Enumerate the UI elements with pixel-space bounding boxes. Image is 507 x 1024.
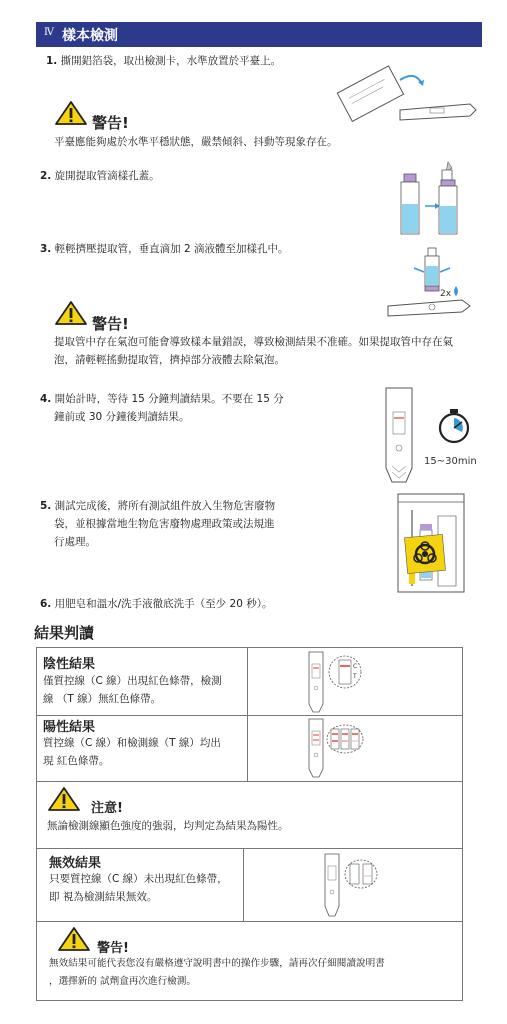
final-warning-text-line1: 無效結果可能代表您沒有嚴格遵守說明書中的操作步驟，請再次仔細閱讀說明書 (49, 958, 385, 969)
positive-result-text-line1: 質控線（C 線）和檢測線（T 線）均出 (43, 737, 221, 749)
step-3: 3. 輕輕擠壓提取管，垂直滴加 2 滴液體至加樣孔中。 (40, 243, 289, 255)
warning-text: 平臺應能夠處於水準平穩狀態，嚴禁傾斜、抖動等現象存在。 (54, 136, 338, 148)
positive-result-text-line2: 現 紅色條帶。 (43, 755, 110, 767)
section-number: Ⅳ (44, 27, 54, 38)
step-5-line2: 袋，並根據當地生物危害廢物處理政策或法規進 (54, 518, 275, 530)
final-warning-text-line2: ，選擇新的 試劑盒再次進行檢測。 (49, 976, 196, 987)
notice-text: 無論檢測線顯色強度的強弱，均判定為結果為陽性。 (47, 820, 289, 832)
final-warning-cell (36, 921, 463, 1001)
step-2: 2. 旋開提取管滴樣孔蓋。 (40, 170, 160, 182)
warning-title: 警告! (92, 315, 129, 333)
drops-label: 2x (440, 289, 452, 299)
invalid-cassette-illustration (321, 852, 401, 918)
step-6: 6. 用肥皂和溫水/洗手液徹底洗手（至少 20 秒）。 (40, 598, 273, 610)
final-warning-title: 警告! (97, 941, 129, 956)
warning-title: 警告! (92, 114, 129, 132)
positive-cassette-illustration (305, 717, 385, 779)
warning-icon (54, 300, 88, 326)
add-drops-illustration (378, 244, 478, 324)
negative-cassette-illustration (305, 650, 385, 714)
section-title: 樣本檢測 (62, 28, 118, 44)
invalid-result-title: 無效結果 (49, 856, 102, 871)
warning-icon (47, 786, 81, 812)
invalid-result-cell (36, 848, 244, 922)
invalid-result-text-line2: 即 視為檢測結果無效。 (49, 891, 158, 903)
positive-result-image-cell (247, 715, 463, 782)
control-line-label: C (353, 663, 358, 670)
negative-result-text-line1: 僅質控線（C 線）出現紅色條帶，檢測 (43, 675, 222, 687)
warning-icon (57, 926, 91, 952)
step-4-line2: 鐘前或 30 分鐘後判讀結果。 (54, 411, 190, 423)
negative-result-title: 陰性結果 (43, 657, 96, 672)
timer-label: 15~30min (424, 456, 477, 467)
warning-text-line1: 提取管中存在氣泡可能會導致樣本量錯誤，導致檢測結果不准確。如果提取管中存在氣 (54, 336, 453, 348)
negative-result-image-cell (247, 647, 463, 716)
open-pouch-illustration (330, 50, 480, 128)
results-heading: 結果判讀 (34, 624, 95, 642)
timer-illustration (382, 382, 492, 490)
step-5-line3: 行處理。 (54, 536, 96, 548)
invalid-result-image-cell (243, 848, 463, 922)
invalid-result-text-line1: 只要質控線（C 線）未出現紅色條帶， (49, 873, 228, 885)
open-tube-illustration (390, 160, 470, 240)
notice-cell (36, 781, 463, 849)
step-1: 1. 撕開鋁箔袋，取出檢測卡，水準放置於平臺上。 (46, 55, 282, 67)
notice-title: 注意! (91, 801, 123, 816)
negative-result-text-line2: 線 （T 線）無紅色條帶。 (43, 693, 162, 705)
biohazard-bag-illustration (396, 490, 466, 596)
positive-result-cell (36, 715, 248, 782)
section-header (36, 22, 482, 47)
test-line-label: T (353, 673, 357, 680)
warning-icon (54, 100, 88, 126)
positive-result-title: 陽性結果 (43, 720, 96, 735)
warning-text-line2: 泡，請輕輕搖動提取管，擠掉部分液體去除氣泡。 (54, 354, 285, 366)
step-5: 5. 測試完成後，將所有測試組件放入生物危害廢物 (40, 500, 276, 512)
step-4: 4. 開始計時，等待 15 分鐘判讀結果。不要在 15 分 (40, 393, 284, 405)
negative-result-cell (36, 647, 248, 716)
